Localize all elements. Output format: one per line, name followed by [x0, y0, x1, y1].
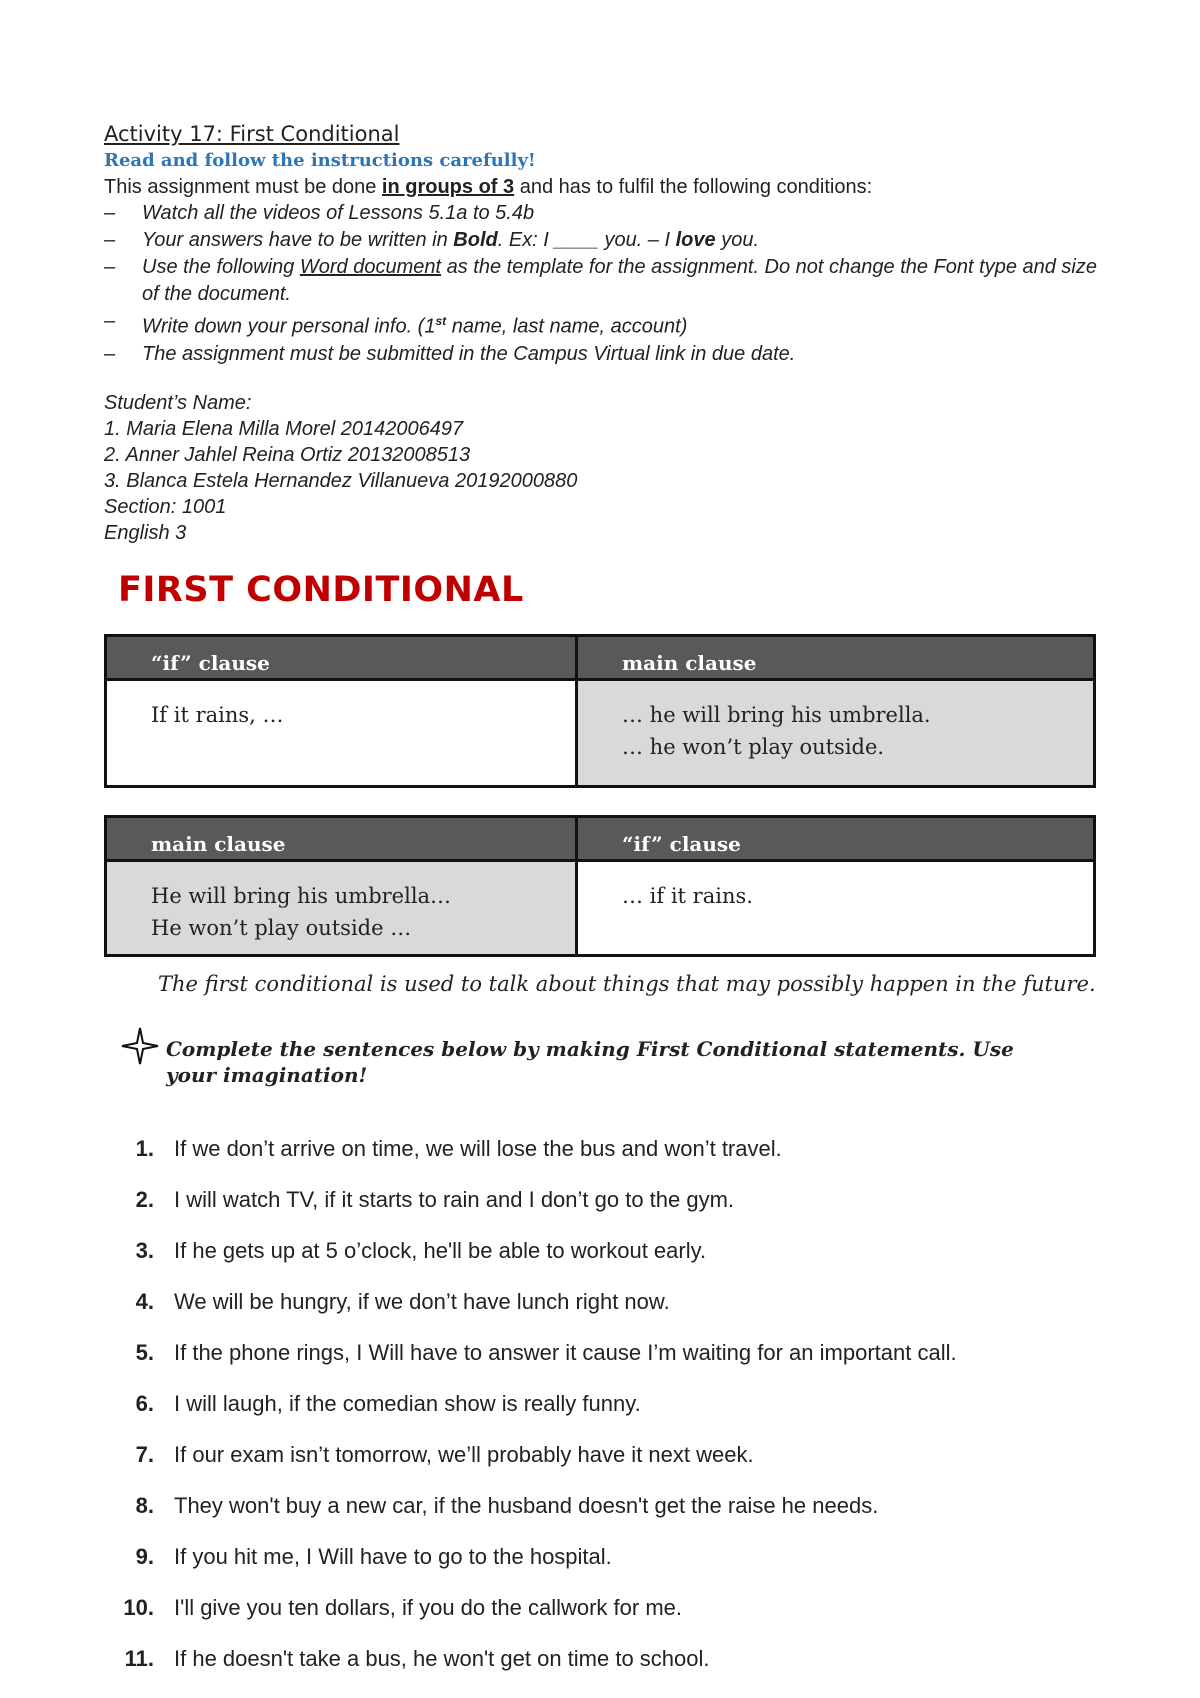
condition-text: . Ex: I ____ you. – I [497, 229, 676, 251]
cell-line: If it rains, … [151, 703, 284, 727]
item-number: 8. [135, 1493, 154, 1518]
list-item [104, 1646, 1104, 1697]
conditional-table-main-first [104, 815, 1096, 957]
condition-text: The assignment must be submitted in the Campus Virtual link in due date. [142, 342, 796, 365]
item-number: 4. [135, 1289, 154, 1314]
instructions-subtitle: Read and follow the instructions carefully! [104, 150, 536, 171]
item-text: If you hit me, I Will have to go to the hospital. [174, 1544, 612, 1569]
cell-line: He won’t play outside … [151, 916, 412, 940]
condition-text: Write down your personal info. (1 [142, 315, 436, 338]
dash: – [104, 310, 116, 332]
sentence-list [104, 1136, 1104, 1697]
list-item [104, 1238, 1104, 1289]
table-cell [578, 862, 1093, 954]
condition-bold: love [675, 229, 716, 251]
superscript: st [435, 314, 447, 328]
activity-title: Activity 17: First Conditional [104, 122, 400, 146]
cell-line: … he will bring his umbrella. [622, 703, 931, 727]
table-header: “if” clause [578, 818, 1093, 862]
condition-text: as the template for the assignment. Do not change the Font type and size of the document. [142, 256, 1097, 305]
cell-line: … he won’t play outside. [622, 735, 885, 759]
list-item [104, 1595, 1104, 1646]
condition-text: Use the following [142, 256, 300, 278]
item-text: If the phone rings, I Will have to answer it cause I’m waiting for an important call. [174, 1340, 957, 1365]
list-item [104, 1340, 1104, 1391]
student-name: 3. Blanca Estela Hernandez Villanueva 20192000880 [104, 470, 578, 492]
table-cell [107, 681, 578, 785]
condition-item [104, 254, 1104, 308]
usage-note: The first conditional is used to talk about things that may possibly happen in the future. [158, 972, 1096, 996]
list-item [104, 1442, 1104, 1493]
table-header: main clause [578, 637, 1093, 681]
list-item [104, 1544, 1104, 1595]
list-item [104, 1493, 1104, 1544]
item-text: If our exam isn’t tomorrow, we’ll probably have it next week. [174, 1442, 754, 1467]
item-number: 3. [135, 1238, 154, 1263]
item-text: I'll give you ten dollars, if you do the callwork for me. [174, 1595, 682, 1620]
conditional-table-if-first [104, 634, 1096, 788]
student-info [104, 390, 904, 546]
condition-item [104, 200, 1104, 227]
item-text: We will be hungry, if we don’t have lunch right now. [174, 1289, 670, 1314]
item-number: 7. [135, 1442, 154, 1467]
table-cell [578, 681, 1093, 785]
item-text: I will laugh, if the comedian show is really funny. [174, 1391, 641, 1416]
cell-line: He will bring his umbrella… [151, 884, 452, 908]
table-cell [107, 862, 578, 954]
four-point-star-icon [120, 1026, 160, 1066]
section-label: Section: 1001 [104, 496, 227, 518]
condition-item [104, 341, 1104, 368]
item-number: 5. [135, 1340, 154, 1365]
item-number: 10. [123, 1595, 154, 1620]
student-name: 2. Anner Jahlel Reina Ortiz 20132008513 [104, 444, 471, 466]
item-text: If he doesn't take a bus, he won't get on time to school. [174, 1646, 710, 1671]
list-item [104, 1289, 1104, 1340]
item-number: 11. [124, 1646, 154, 1671]
item-text: If he gets up at 5 o’clock, he'll be able to workout early. [174, 1238, 707, 1263]
word-document-link[interactable]: Word document [299, 256, 442, 278]
intro-post: and has to fulfil the following conditions: [514, 176, 873, 198]
table-header: “if” clause [107, 637, 578, 681]
intro-bold: in groups of 3 [381, 176, 515, 198]
list-item [104, 1187, 1104, 1238]
list-item [104, 1136, 1104, 1187]
dash: – [104, 256, 116, 278]
condition-text: name, last name, account) [446, 315, 688, 338]
intro-text [104, 176, 1104, 199]
dash: – [104, 229, 116, 251]
grammar-title: FIRST CONDITIONAL [118, 570, 524, 610]
course-label: English 3 [104, 522, 187, 544]
table-header: main clause [107, 818, 578, 862]
dash: – [104, 342, 116, 365]
item-number: 2. [135, 1187, 154, 1212]
item-text: I will watch TV, if it starts to rain and I don’t go to the gym. [174, 1187, 735, 1212]
condition-item [104, 227, 1104, 254]
condition-text: Your answers have to be written in [142, 229, 454, 251]
item-number: 6. [135, 1391, 154, 1416]
item-text: If we don’t arrive on time, we will lose the bus and won’t travel. [174, 1136, 782, 1161]
cell-line: … if it rains. [622, 884, 753, 908]
condition-bold: Bold [453, 229, 498, 251]
item-number: 1. [135, 1136, 154, 1161]
intro-pre: This assignment must be done [104, 176, 382, 198]
conditions-list [104, 200, 1104, 368]
list-item [104, 1391, 1104, 1442]
student-name: 1. Maria Elena Milla Morel 20142006497 [104, 418, 464, 440]
condition-item [104, 308, 1104, 341]
condition-text: Watch all the videos of Lessons 5.1a to 5.4b [142, 202, 535, 224]
condition-text: you. [715, 229, 759, 251]
item-number: 9. [135, 1544, 154, 1569]
item-text: They won't buy a new car, if the husband doesn't get the raise he needs. [174, 1493, 879, 1518]
student-label: Student’s Name: [104, 392, 252, 414]
dash: – [104, 202, 116, 224]
exercise-instruction: Complete the sentences below by making First Conditional statements. Use your imagination! [166, 1037, 1014, 1087]
